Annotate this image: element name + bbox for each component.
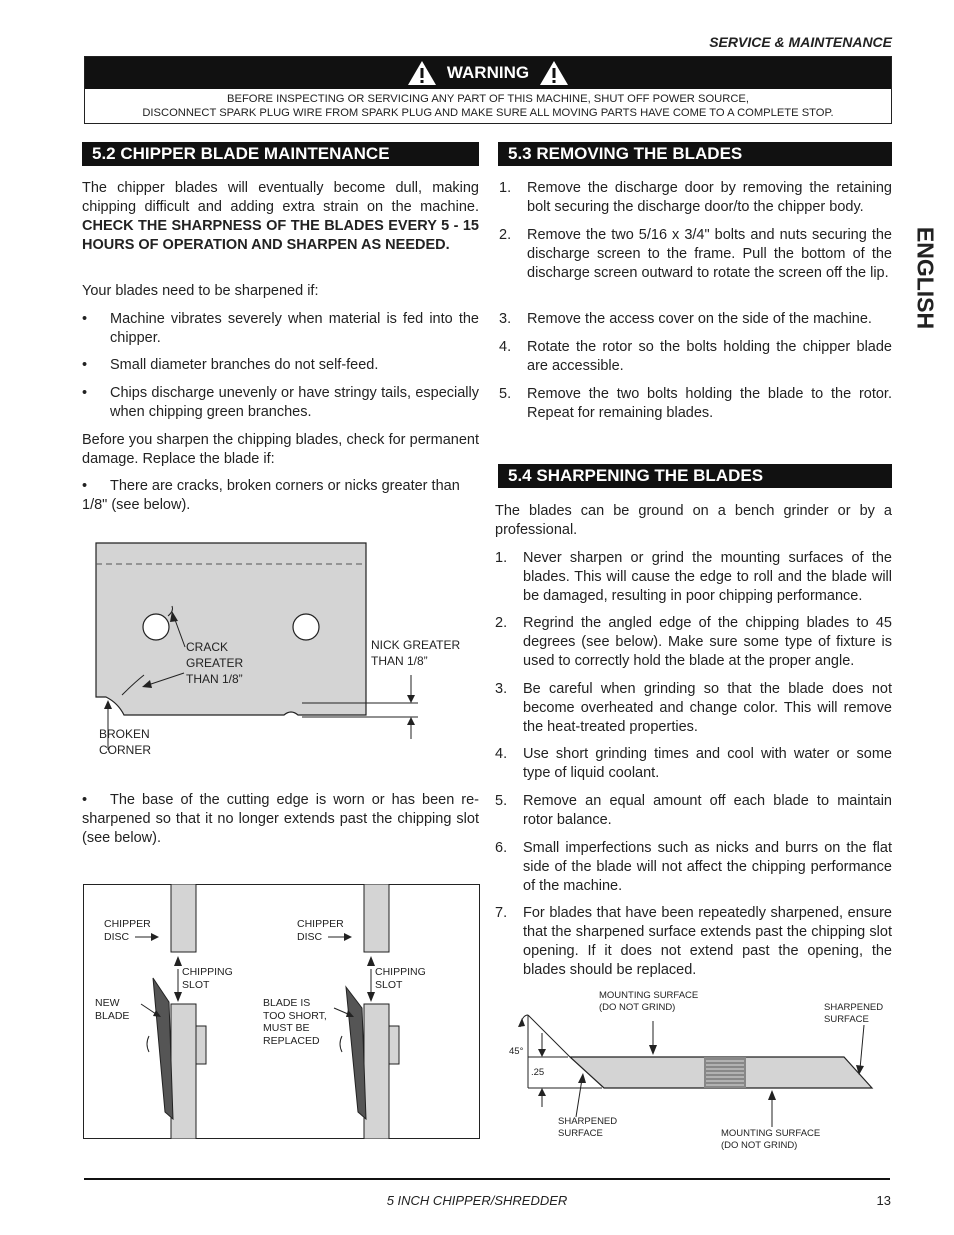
list-item [82, 477, 479, 515]
new-blade-label [95, 997, 129, 1022]
bullet-text: Small diameter branches do not self-feed. [110, 357, 379, 373]
bullet-marker: • [82, 478, 88, 494]
footer-title: 5 INCH CHIPPER/SHREDDER [386, 1193, 568, 1208]
step-number: 6. [495, 840, 508, 856]
section-heading-5-4: 5.4 SHARPENING THE BLADES [498, 464, 892, 488]
list-item [495, 904, 892, 980]
step-number: 1. [499, 180, 512, 196]
bullet-marker: • [82, 792, 88, 808]
label-line: THAN 1/8” [186, 672, 243, 686]
step-number: 5. [499, 386, 512, 402]
label-line: CHIPPING [182, 966, 233, 978]
bullet-text: Chips discharge unevenly or have stringy tails, especially when chipping green branches. [110, 385, 479, 420]
warning-line: BEFORE INSPECTING OR SERVICING ANY PART OF THIS MACHINE, SHUT OFF POWER SOURCE, [227, 93, 749, 105]
list-item [82, 384, 479, 422]
angle-label: 45° [509, 1046, 524, 1057]
thickness-label: .25 [531, 1067, 545, 1078]
step-text: Remove an equal amount off each blade to maintain rotor balance. [523, 793, 892, 828]
mounting-surface-top-label [599, 990, 698, 1014]
warning-title: WARNING [446, 63, 530, 82]
list-item [82, 356, 479, 375]
list-item [495, 549, 892, 606]
list-item [499, 310, 892, 329]
page-number: 13 [876, 1193, 891, 1208]
label-line: REPLACED [263, 1034, 320, 1047]
bullet-marker: • [82, 311, 88, 327]
step-text: Remove the two 5/16 x 3/4" bolts and nuts securing the discharge screen to the frame. Pull the bottom of the discharge screen outward to rotate the screen off the lip. [527, 227, 892, 281]
footer-rule [84, 1178, 890, 1180]
label-line: TOO SHORT, [263, 1009, 327, 1022]
label-line: CORNER [99, 743, 152, 757]
list-item [495, 839, 892, 896]
step-text: Small imperfections such as nicks and burrs on the flat side of the blade will not affect the chipping performance of the machine. [523, 840, 892, 894]
step-number: 4. [499, 339, 512, 355]
label-line: NEW [95, 997, 120, 1009]
sec52-need-sharpen: Your blades need to be sharpened if: [82, 283, 319, 299]
left-slot-label [182, 966, 233, 991]
step-text: Remove the discharge door by removing the retaining bolt securing the discharge door/to the chipper body. [527, 180, 892, 215]
label-line: SLOT [182, 978, 210, 991]
step-text: Be careful when grinding so that the blade does not become overheated and change color. This will remove the heat-treated properties. [523, 681, 892, 735]
bullet-text: Machine vibrates severely when material is fed into the chipper. [110, 311, 479, 346]
nick-label [371, 637, 460, 669]
list-item [495, 745, 892, 783]
label-line: SHARPENED [558, 1116, 618, 1127]
sec52-before-sharpen: Before you sharpen the chipping blades, check for permanent damage. Replace the blade if: [82, 432, 479, 467]
sec52-intro-bold: CHECK THE SHARPNESS OF THE BLADES EVERY 5 - 15 HOURS OF OPERATION AND SHARPEN AS NEEDED. [82, 218, 479, 253]
sec52-intro [82, 179, 479, 255]
warning-triangle-icon [407, 60, 437, 86]
sharpened-surface-right-label [824, 1002, 883, 1026]
sec54-intro: The blades can be ground on a bench grinder or by a professional. [495, 503, 892, 538]
label-line: SURFACE [824, 1014, 869, 1025]
step-text: Rotate the rotor so the bolts holding the chipper blade are accessible. [527, 339, 892, 374]
short-blade-label [263, 997, 327, 1047]
section-heading-5-2: 5.2 CHIPPER BLADE MAINTENANCE [82, 142, 479, 166]
step-text: Regrind the angled edge of the chipping blades to 45 degrees (see below). Make sure some type of fixture is used to correctly hold the blade at the proper angle. [523, 615, 892, 669]
bullet-marker: • [82, 357, 88, 373]
language-side-tab [905, 220, 945, 335]
label-line: CHIPPER [104, 918, 151, 930]
list-item [499, 385, 892, 423]
list-item [495, 792, 892, 830]
warning-text [85, 89, 891, 120]
step-number: 3. [499, 311, 512, 327]
label-line: MOUNTING SURFACE [599, 990, 699, 1001]
label-line: DISC [297, 930, 323, 943]
label-line: THAN 1/8” [371, 654, 428, 668]
label-line: BLADE [95, 1009, 130, 1022]
label-line: CRACK [186, 640, 229, 654]
step-text: Use short grinding times and cool with water or some type of liquid coolant. [523, 746, 892, 781]
left-disc-label [104, 918, 151, 943]
label-line: (DO NOT GRIND) [599, 1002, 676, 1013]
crack-label [186, 639, 243, 687]
label-line: DISC [104, 930, 130, 943]
list-item [82, 310, 479, 348]
step-number: 5. [495, 793, 508, 809]
step-number: 1. [495, 550, 508, 566]
label-line: SHARPENED [824, 1002, 884, 1013]
list-item [499, 338, 892, 376]
step-number: 3. [495, 681, 508, 697]
bullet-text: There are cracks, broken corners or nicks greater than 1/8" (see below). [82, 478, 460, 513]
label-line: SLOT [375, 978, 403, 991]
label-line: SURFACE [558, 1128, 603, 1139]
label-line: CHIPPER [297, 918, 344, 930]
bullet-text: The base of the cutting edge is worn or has been re-sharpened so that it no longer extends past the chipping slot (see below). [82, 792, 479, 846]
label-line: BROKEN [99, 727, 150, 741]
step-text: Remove the access cover on the side of the machine. [527, 311, 872, 327]
label-line: MUST BE [263, 1022, 310, 1034]
list-item [495, 614, 892, 671]
list-item [495, 680, 892, 737]
running-header: SERVICE & MAINTENANCE [709, 34, 892, 50]
list-item [499, 179, 892, 217]
right-disc-label [297, 918, 344, 943]
list-item [82, 791, 479, 848]
step-number: 2. [495, 615, 508, 631]
sec52-intro-text: The chipper blades will eventually become dull, making chipping difficult and adding extra strain on the machine. [82, 180, 479, 215]
label-line: CHIPPING [375, 966, 426, 978]
section-heading-5-3: 5.3 REMOVING THE BLADES [498, 142, 892, 166]
warning-title-bar [85, 57, 891, 89]
step-text: For blades that have been repeatedly sharpened, ensure that the sharpened surface extends past the chipping slot opening. If it does not extend past the opening, the blades should be replaced. [523, 905, 892, 978]
warning-triangle-icon [539, 60, 569, 86]
sharpened-surface-bottom-label [558, 1116, 617, 1140]
step-text: Never sharpen or grind the mounting surfaces of the blades. This will cause the edge to roll and the blade will be damaged, resulting in poor chipping performance. [523, 550, 892, 604]
list-item [499, 226, 892, 302]
label-line: BLADE IS [263, 997, 311, 1009]
step-number: 2. [499, 227, 512, 243]
warning-line: DISCONNECT SPARK PLUG WIRE FROM SPARK PLUG AND MAKE SURE ALL MOVING PARTS HAVE COME TO A COMPLETE STOP. [142, 107, 834, 119]
step-number: 4. [495, 746, 508, 762]
step-number: 7. [495, 905, 508, 921]
mounting-surface-bottom-label [721, 1128, 820, 1152]
right-slot-label [375, 966, 426, 991]
bullet-marker: • [82, 385, 88, 401]
language-label: ENGLISH [912, 226, 939, 329]
broken-corner-label [99, 726, 151, 758]
label-line: (DO NOT GRIND) [721, 1140, 798, 1151]
step-text: Remove the two bolts holding the blade to the rotor. Repeat for remaining blades. [527, 386, 892, 421]
label-line: MOUNTING SURFACE [721, 1128, 821, 1139]
label-line: GREATER [186, 656, 244, 670]
label-line: NICK GREATER [371, 638, 461, 652]
warning-box [84, 56, 892, 124]
